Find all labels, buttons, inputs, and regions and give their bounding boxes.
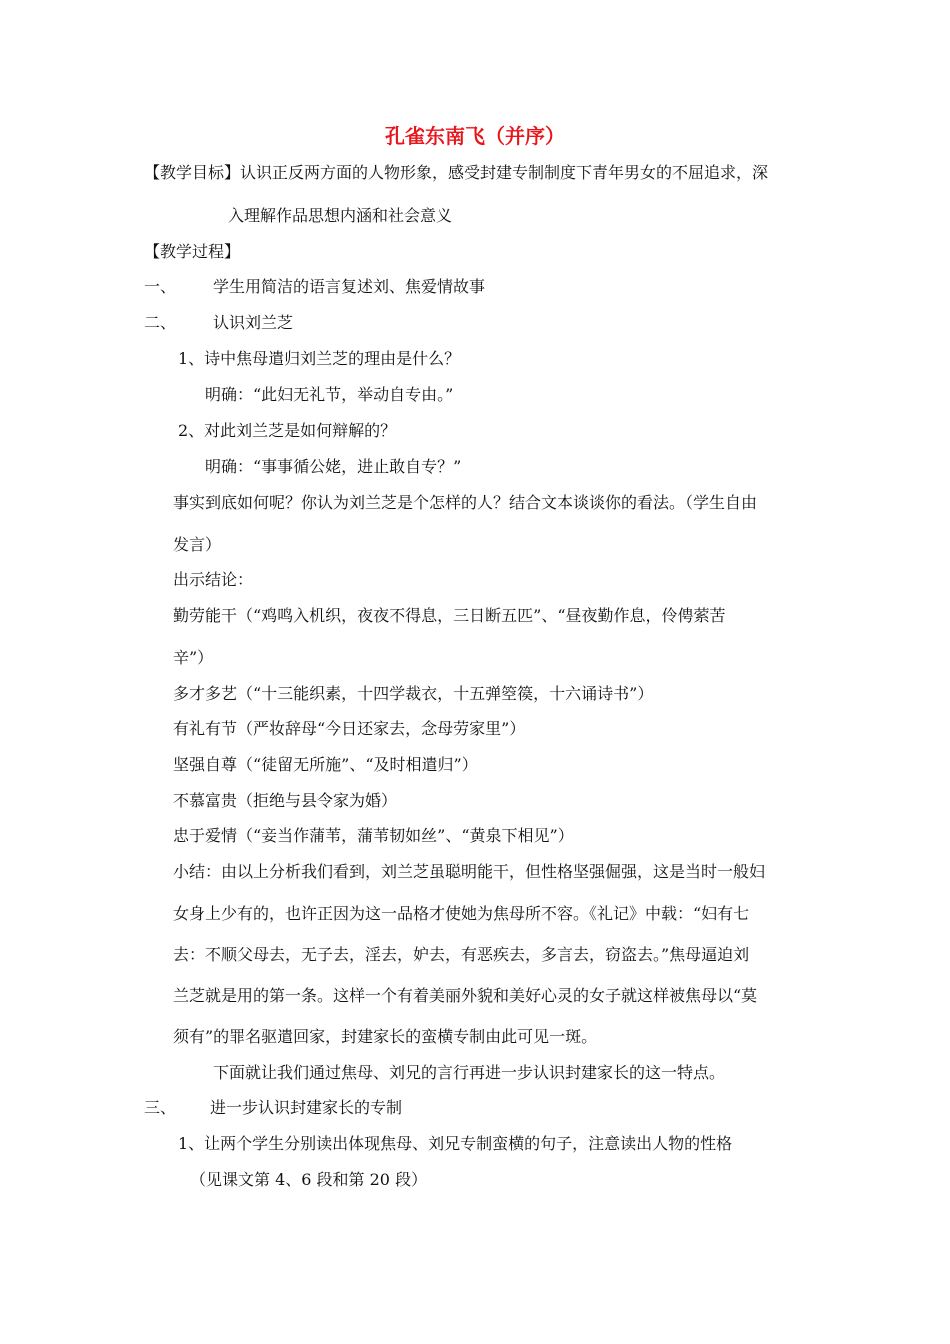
- part3-item-1-note: （见课文第 4、6 段和第 20 段）: [190, 1170, 428, 1189]
- summary-line-5: 须有”的罪名驱遣回家，封建家长的蛮横专制由此可见一斑。: [173, 1027, 598, 1046]
- summary-line-4: 兰芝就是用的第一条。这样一个有着美丽外貌和美好心灵的女子就这样被焦母以“莫: [173, 986, 758, 1005]
- transition-text: 下面就让我们通过焦母、刘兄的言行再进一步认识封建家长的这一特点。: [213, 1063, 726, 1082]
- discussion-line-1: 事实到底如何呢？你认为刘兰芝是个怎样的人？结合文本谈谈你的看法。（学生自由: [173, 493, 758, 512]
- section-1-number: 一、: [144, 277, 177, 296]
- conclusion-talented: 多才多艺（“十三能织素，十四学裁衣，十五弹箜篌，十六诵诗书”）: [173, 684, 654, 703]
- section-3-number: 三、: [144, 1098, 177, 1117]
- discussion-line-2: 发言）: [173, 535, 222, 554]
- conclusion-loyal-love: 忠于爱情（“妾当作蒲苇，蒲苇韧如丝”、“黄泉下相见”）: [173, 826, 574, 845]
- conclusion-label: 出示结论：: [173, 570, 254, 589]
- conclusion-diligent-line-1: 勤劳能干（“鸡鸣入机织，夜夜不得息，三日断五匹”、“昼夜勤作息，伶俜萦苦: [173, 606, 726, 625]
- document-title: 孔雀东南飞（并序）: [385, 124, 565, 148]
- question-1: 1、诗中焦母遣归刘兰芝的理由是什么？: [178, 349, 461, 368]
- conclusion-not-wealth: 不慕富贵（拒绝与县令家为婚）: [173, 791, 398, 810]
- summary-line-1: 小结：由以上分析我们看到，刘兰芝虽聪明能干，但性格坚强倔强，这是当时一般妇: [173, 862, 766, 881]
- teaching-goal-line-1: 【教学目标】认识正反两方面的人物形象，感受封建专制制度下青年男女的不屈追求，深: [144, 163, 769, 182]
- summary-line-2: 女身上少有的，也许正因为这一品格才使她为焦母所不容。《礼记》中载：“妇有七: [173, 904, 750, 923]
- question-2: 2、对此刘兰芝是如何辩解的？: [178, 421, 397, 440]
- answer-1: 明确：“此妇无礼节，举动自专由。”: [205, 385, 454, 404]
- conclusion-courteous: 有礼有节（严妆辞母“今日还家去，念母劳家里”）: [173, 719, 526, 738]
- part3-item-1: 1、让两个学生分别读出体现焦母、刘兄专制蛮横的句子，注意读出人物的性格: [178, 1134, 733, 1153]
- section-1-text: 学生用简洁的语言复述刘、焦爱情故事: [213, 277, 486, 296]
- conclusion-diligent-line-2: 辛”）: [173, 648, 214, 667]
- teaching-process-heading: 【教学过程】: [144, 242, 241, 261]
- summary-line-3: 去：不顺父母去，无子去，淫去，妒去，有恶疾去，多言去，窃盗去。”焦母逼迫刘: [173, 945, 750, 964]
- section-3-text: 进一步认识封建家长的专制: [210, 1098, 403, 1117]
- conclusion-self-respect: 坚强自尊（“徒留无所施”、“及时相遣归”）: [173, 755, 478, 774]
- teaching-goal-line-2: 入理解作品思想内涵和社会意义: [228, 206, 453, 225]
- answer-2: 明确：“事事循公姥，进止敢自专？”: [205, 457, 462, 476]
- section-2-number: 二、: [144, 313, 177, 332]
- section-2-text: 认识刘兰芝: [213, 313, 294, 332]
